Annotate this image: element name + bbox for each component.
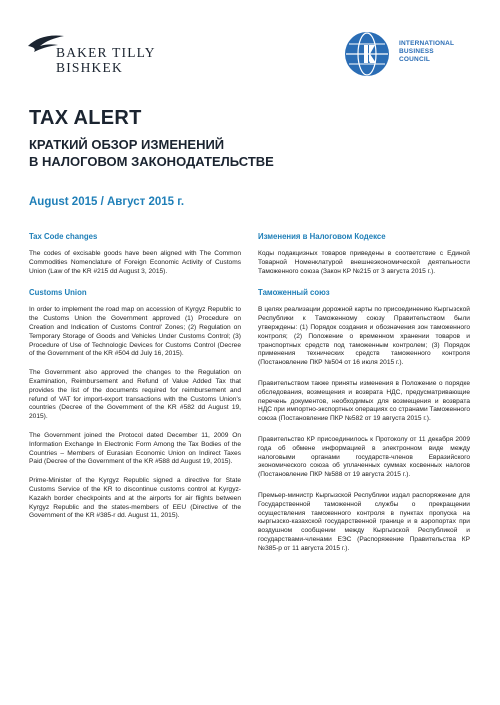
baker-tilly-logo: [26, 32, 186, 82]
customs-paragraph-3-en: The Government joined the Protocol dated December 11, 2009 On Information Exchange In Electronic Form Among the Tax Bodies of the Countries – Members of Eurasian Economic Union on Indirect Taxes Paid (Decree of the Government of the KR #588 dd August 19, 2015).: [29, 431, 241, 466]
customs-paragraph-2-en: The Government also approved the changes to the Regulation on Examination, Reimbursement and Refund of Value Added Tax that provides the list of the documents required for reimbursement and refund of VAT for import-export transactions with the Customs Union's countries (Decree of the Government of the KR #582 dd August 19, 2015).: [29, 369, 241, 421]
customs-paragraph-4-en: Prime-Minister of the Kyrgyz Republic signed a directive for State Customs Service of the KR to discontinue customs control at Kyrgyz-Kazakh border checkpoints and at the airports for air flights between Kyrgyz Republic and the states-members of EEU (Directive of the Government of the KR #385-r dd. August 11, 2015).: [29, 477, 241, 520]
customs-paragraph-3-ru: Правительство КР присоединилось к Протоколу от 11 декабря 2009 года об обмене информацией в электронном виде между налоговыми органами государств-членов Евразийского экономического союза об уплаченных суммах косвенных налогов (Постановление ПКР №588 от 19 августа 2015 г.).: [258, 435, 470, 479]
globe-icon: [345, 32, 389, 76]
customs-heading-en: Customs Union: [29, 288, 87, 298]
issue-date: August 2015 / Август 2015 г.: [29, 196, 185, 208]
subtitle-line1: КРАТКИЙ ОБЗОР ИЗМЕНЕНИЙ: [29, 137, 225, 152]
tax-code-paragraph-en: The codes of excisable goods have been aligned with The Common Commodities Nomenclature of Foreign Economic Activity of Customs Union (Law of the KR #215 dd August 3, 2015).: [29, 250, 241, 275]
logo-line1: BAKER TILLY: [56, 45, 156, 60]
customs-paragraph-2-ru: Правительством также приняты изменения в Положение о порядке обследования, возмещения и возврата НДС, предусматривающие перечень документов, необходимых для возмещения и возврата НДС при импортно-экспортных операциях со странами Таможенного союза (Постановление ПКР №582 от 19 августа 2015 г.).: [258, 379, 470, 423]
ibc-wordmark: [399, 40, 454, 65]
customs-paragraph-4-ru: Премьер-министр Кыргызской Республики издал распоряжение для Государственной таможенной службы о прекращении осуществления таможенного контроля в пунктах пропуска на кыргызско-казахской государственной границе и в аэропортах при воздушном сообщении между Кыргызской Республикой и государствами-членами ЕЭС (Распоряжение Правительства КР №385-р от 11 августа 2015 г.).: [258, 491, 470, 552]
english-column: [29, 232, 241, 531]
customs-paragraph-1-ru: В целях реализации дорожной карты по присоединению Кыргызской Республики к Таможенному союзу Правительством были утверждены: (1) Порядок создания и обозначения зон таможенного контроля; (2) Положение о временном хранении товаров и транспортных средств под таможенным контролем; (3) Порядок применения технических средств таможенного контроля (Постановление ПКР №504 от 16 июля 2015 г.).: [258, 306, 470, 367]
logo-wordmark: [56, 45, 156, 75]
ibc-line3: COUNCIL: [399, 56, 431, 64]
page-subtitle: [29, 136, 349, 170]
tax-code-heading-ru: Изменения в Налоговом Кодексе: [258, 232, 386, 241]
tax-code-heading-en: Tax Code changes: [29, 232, 98, 241]
logo-line2: BISHKEK: [56, 60, 123, 75]
russian-column: [258, 232, 470, 566]
ibc-logo: [345, 32, 475, 82]
subtitle-line2: В НАЛОГОВОМ ЗАКОНОДАТЕЛЬСТВЕ: [29, 154, 274, 169]
tax-code-paragraph-ru: Коды подакцизных товаров приведены в соответствие с Единой Товарной Номенклатурой внешнеэкономической деятельности Таможенного союза (Закон КР №215 от 3 августа 2015 г.).: [258, 250, 470, 275]
customs-paragraph-1-en: In order to implement the road map on accession of Kyrgyz Republic to the Customs Union the Government approved (1) Procedure on Creation and Indication of Customs Control' Zones; (2) Regulation on Temporary Storage of Goods and Vehicles Under Customs Control; (3) Procedure of Use of Technologic Devices for Customs Control (Decree of the Government of the KR #504 dd July 16, 2015).: [29, 306, 241, 358]
ibc-line1: INTERNATIONAL: [399, 40, 455, 47]
customs-heading-ru: Таможенный союз: [258, 288, 330, 298]
ibc-line2: BUSINESS: [399, 48, 434, 56]
page-title: TAX ALERT: [29, 107, 142, 129]
